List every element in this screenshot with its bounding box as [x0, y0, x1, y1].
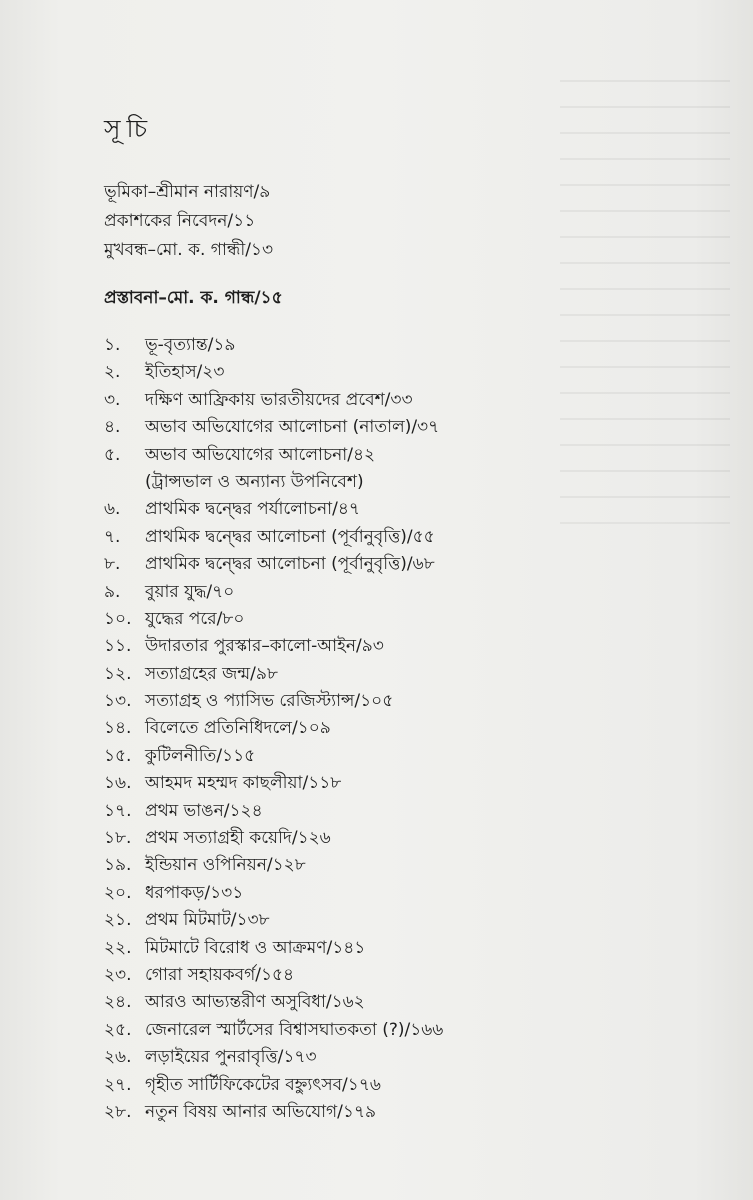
chapter-title: প্রাথমিক দ্বন্দ্বের পর্যালোচনা/৪৭ [145, 499, 360, 520]
chapter-number: ৪. [104, 417, 121, 438]
chapter-title: বুয়ার যুদ্ধ/৭০ [145, 581, 235, 602]
chapter-number: ১. [104, 335, 121, 355]
chapter-title-block [145, 1099, 376, 1126]
chapter-title: প্রথম ভাঙন/১২৪ [145, 800, 263, 821]
chapter-title-block [145, 633, 384, 660]
chapter-entry [104, 387, 704, 414]
chapter-number: ৬. [104, 499, 121, 520]
chapter-number: ২. [104, 362, 121, 383]
chapter-number: ৯. [104, 581, 121, 602]
chapter-entry [104, 962, 704, 989]
chapter-title: অভাব অভিযোগের আলোচনা (নাতাল)/৩৭ [145, 417, 440, 438]
chapter-entry [104, 1017, 704, 1044]
chapter-title: আহমদ মহম্মদ কাছলীয়া/১১৮ [145, 773, 342, 794]
chapter-number: ১৫. [104, 745, 132, 766]
chapter-number: ১৪. [104, 718, 132, 739]
chapter-title: প্রথম মিটমাট/১৩৮ [145, 910, 270, 931]
chapter-number: ১০. [104, 608, 132, 629]
chapter-title-block [145, 907, 270, 934]
chapter-entry [104, 907, 704, 934]
chapter-title: আরও আভ্যন্তরীণ অসুবিধা/১৬২ [145, 992, 365, 1013]
chapter-title-block [145, 496, 360, 523]
chapter-entry [104, 633, 704, 660]
chapter-entry [104, 414, 704, 441]
chapter-entry [104, 496, 704, 523]
chapter-entry [104, 825, 704, 852]
chapter-number: ১৭. [104, 800, 132, 821]
chapter-title: ইন্ডিয়ান ওপিনিয়ন/১২৮ [145, 855, 306, 876]
chapter-number: ৩. [104, 389, 121, 410]
front-matter-item-publisher-note: প্রকাশকের নিবেদন/১১ [104, 211, 256, 231]
chapter-number: ২৮. [104, 1101, 132, 1122]
chapter-entry [104, 852, 704, 879]
chapter-title: ইতিহাস/২৩ [145, 362, 225, 383]
chapter-entry [104, 935, 704, 962]
chapter-title-block [145, 715, 331, 742]
chapter-title-block [145, 332, 235, 359]
chapter-title: গৃহীত সার্টিফিকেটের বহ্ন্যুৎসব/১৭৬ [145, 1074, 381, 1095]
chapter-subtitle: (ট্রান্সভাল ও অন্যান্য উপনিবেশ) [145, 471, 364, 492]
chapter-title-block [145, 1044, 317, 1071]
chapter-number: ২২. [104, 937, 132, 958]
chapter-number: ১৮. [104, 828, 132, 849]
chapter-number: ১১. [104, 636, 132, 657]
chapter-entry [104, 579, 704, 606]
chapter-title-block [145, 661, 278, 688]
front-matter-item-foreword: ভূমিকা–শ্রীমান নারায়ণ/৯ [104, 182, 271, 202]
chapter-title: মিটমাটে বিরোধ ও আক্রমণ/১৪১ [145, 937, 366, 958]
chapter-title-block [145, 825, 331, 852]
chapter-entry [104, 1044, 704, 1071]
chapter-title-block [145, 989, 365, 1016]
preface-entry: প্রস্তাবনা–মো. ক. গান্ধ/১৫ [104, 288, 283, 308]
chapter-title-block [145, 524, 435, 551]
chapter-entry [104, 715, 704, 742]
chapter-list [104, 332, 704, 1126]
chapter-number: ২৩. [104, 965, 132, 985]
front-matter-list [104, 178, 273, 265]
chapter-title: কুটিলনীতি/১১৫ [145, 745, 256, 766]
chapter-entry [104, 880, 704, 907]
chapter-title-block [145, 606, 244, 633]
chapter-number: ২০. [104, 882, 132, 903]
chapter-title-block [145, 387, 413, 414]
chapter-entry [104, 743, 704, 770]
chapter-title-block [145, 1017, 443, 1044]
chapter-title-block [145, 852, 306, 879]
chapter-entry [104, 661, 704, 688]
chapter-title: দক্ষিণ আফ্রিকায় ভারতীয়দের প্রবেশ/৩৩ [145, 389, 413, 410]
chapter-title: প্রাথমিক দ্বন্দ্বের আলোচনা (পূর্বানুবৃত্তি)/৫৫ [145, 526, 435, 547]
chapter-entry [104, 1099, 704, 1126]
chapter-title: উদারতার পুরস্কার–কালো-আইন/৯৩ [145, 636, 384, 657]
chapter-number: ১৬. [104, 773, 132, 794]
chapter-title-block [145, 551, 435, 578]
chapter-number: ৮. [104, 554, 121, 575]
chapter-entry [104, 524, 704, 551]
chapter-title-block [145, 1072, 381, 1099]
chapter-title-block [145, 798, 263, 825]
page-title: সূচি [104, 114, 154, 143]
chapter-title: প্রাথমিক দ্বন্দ্বের আলোচনা (পূর্বানুবৃত্তি)/৬৮ [145, 554, 435, 575]
chapter-number: ২৭. [104, 1074, 132, 1095]
chapter-title: ধরপাকড়/১৩১ [145, 882, 244, 903]
chapter-title: প্রথম সত্যাগ্রহী কয়েদি/১২৬ [145, 828, 331, 849]
chapter-title-block [145, 880, 243, 907]
chapter-number: ২৬. [104, 1047, 132, 1068]
chapter-number: ৫. [104, 444, 121, 465]
chapter-title: বিলেতে প্রতিনিধিদলে/১০৯ [145, 718, 331, 739]
chapter-title-block [145, 962, 294, 989]
chapter-title: সত্যাগ্রহের জন্ম/৯৮ [145, 663, 278, 684]
chapter-entry [104, 1072, 704, 1099]
chapter-title: গোরা সহায়কবর্গ/১৫৪ [145, 965, 295, 985]
chapter-number: ১২. [104, 663, 132, 684]
front-matter-item-introduction: মুখবন্ধ–মো. ক. গান্ধী/১৩ [104, 240, 274, 260]
chapter-title-block [145, 442, 375, 497]
chapter-number: ১৩. [104, 691, 132, 712]
chapter-title: অভাব অভিযোগের আলোচনা/৪২ [145, 444, 376, 465]
chapter-number: ১৯. [104, 855, 132, 876]
chapter-entry [104, 359, 704, 386]
chapter-entry [104, 770, 704, 797]
chapter-title-block [145, 579, 234, 606]
chapter-entry [104, 989, 704, 1016]
chapter-number: ৭. [104, 526, 121, 547]
chapter-entry [104, 551, 704, 578]
chapter-number: ২১. [104, 910, 132, 931]
chapter-title-block [145, 770, 341, 797]
chapter-title-block [145, 414, 439, 441]
chapter-number: ২৪. [104, 992, 132, 1013]
chapter-title-block [145, 359, 224, 386]
chapter-title: নতুন বিষয় আনার অভিযোগ/১৭৯ [145, 1101, 377, 1122]
chapter-title: যুদ্ধের পরে/৮০ [145, 608, 245, 629]
chapter-number: ২৫. [104, 1019, 132, 1040]
chapter-title: ভূ-বৃত্যান্ত/১৯ [145, 335, 236, 355]
chapter-title-block [145, 688, 393, 715]
chapter-title-block [145, 743, 255, 770]
chapter-title: লড়াইয়ের পুনরাবৃত্তি/১৭৩ [145, 1047, 317, 1068]
chapter-entry [104, 332, 704, 359]
chapter-title: জেনারেল স্মার্টসের বিশ্বাসঘাতকতা (?)/১৬৬ [145, 1019, 444, 1040]
chapter-title-block [145, 935, 365, 962]
chapter-entry [104, 442, 704, 497]
chapter-entry [104, 606, 704, 633]
chapter-title: সত্যাগ্রহ ও প্যাসিভ রেজিস্ট্যান্স/১০৫ [145, 691, 394, 712]
chapter-entry [104, 798, 704, 825]
chapter-entry [104, 688, 704, 715]
